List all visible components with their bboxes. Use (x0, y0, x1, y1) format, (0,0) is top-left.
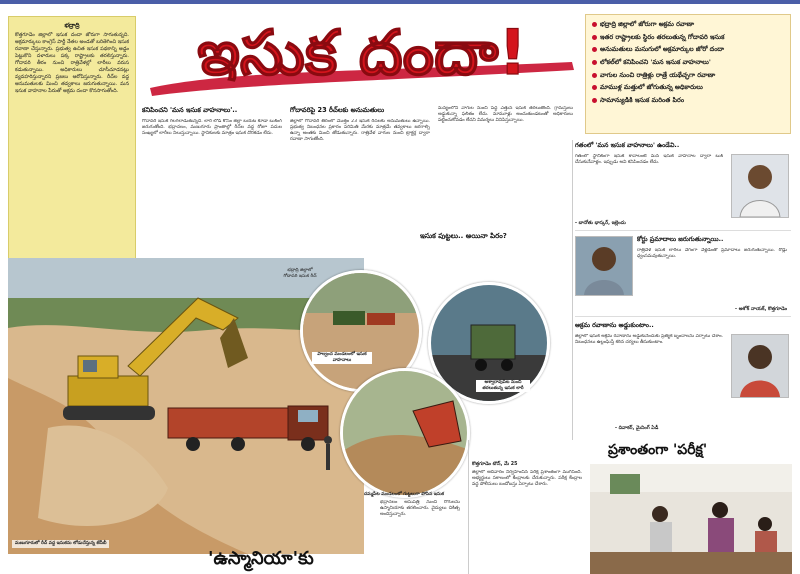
quote2-byline: - అశోక్ నాయక్, కొత్తగూడెం (735, 307, 787, 312)
circle-photo-3-caption: దమ్మపేట మండలంలో గుట్టలుగా పోసిన ఇసుక (364, 492, 444, 497)
bottom-story-heading: 'ఉస్మానియా'కు (208, 548, 314, 569)
reach-callout: భద్రాద్రి జిల్లాలో గోదావరి ఇసుక రీచ్ (283, 268, 317, 279)
quote-box-2 (575, 236, 791, 317)
exam-heading: ప్రశాంతంగా 'పరీక్ష' (608, 442, 708, 458)
pull-quote: ఇసుక పుట్టలు.. అయినా పిరం? (420, 232, 507, 240)
headline-title: ఇసుక దందా! (197, 16, 527, 89)
quote3-body: జిల్లాలో ఇసుక అక్రమ రవాణాను అడ్డుకునేందుకు ప్రత్యేక బృందాలను ఏర్పాటు చేశాం. నిబంధనలు ఉల్లంఘిస్తే కఠిన చర్యలు తీసుకుంటాం. (575, 334, 723, 346)
quote1-portrait (731, 154, 789, 218)
article-col1-body: గోదావరి ఇసుక గలగలాడుతున్నది. లారీ లోడ్ కోసం జిల్లా బయట కూడా బుకింగ్ జరుగుతోంది. భద్రాచలం, మణుగూరు ప్రాంతాల్లో రీచ్‌ల వద్ద రోజూ పదుల సంఖ్యలో లారీలు నిలుస్తున్నాయి. స్థానికులకు మాత్రం ఇసుక దొరకడం లేదు. (142, 119, 282, 137)
bullet-item: ఇతర రాష్ట్రాలకు స్థిరం తరలుతున్న గోదావరి ఇసుక (590, 32, 786, 45)
bullet-item: లోకల్‌లో కనిపించని 'మన ఇసుక వాహనాలు' (590, 57, 786, 70)
article-col2-body: జిల్లాలో గోదావరి తీరంలో మొత్తం 23 ఇసుక రీచ్‌లకు అనుమతులు ఉన్నాయి. ప్రభుత్వ నిబంధనల ప్రకారం పరిమితి మేరకు మాత్రమే తవ్వకాలు జరగాల్సి ఉన్నా అంతకు మించి తోడుతున్నారు. రాత్రివేళ వాగుల నుంచి ట్రాక్టర్ల ద్వారా రవాణా సాగుతోంది. (290, 119, 430, 143)
circle-photo-1-caption: పాల్వంచ మండలంలో ఇసుక వాహనాలు (312, 352, 372, 364)
exam-hall-scene (590, 464, 792, 574)
sidebar-body: కొత్తగూడెం జిల్లాలో ఇసుక దందా జోరుగా సాగుతున్నది. అక్రమార్కులు కాంగ్రెస్ పార్టీ నేతల అండతో బరితెగించి ఇసుక రవాణా చేస్తున్నారు. ప్రభుత్వ ఉచిత ఇసుక పథకాన్ని అడ్డం పెట్టుకొని దళారులు పక్క రాష్ట్రాలకు తరలిస్తున్నారు. గోదావరి తీరం నుంచి రాత్రివేళల్లో లారీలు వరుస కడుతున్నాయి. అధికారులు చూసీచూడనట్లు వ్యవహరిస్తున్నారని ప్రజలు ఆరోపిస్తున్నారు. రీచ్‌ల వద్ద అనుమతులకు మించి తవ్వకాలు జరుగుతున్నాయి. మన ఇసుక వాహనాల పేరుతో అక్రమ దందా కొనసాగుతోంది. (15, 32, 129, 94)
quote-box-3 (575, 322, 791, 438)
dumping-scene (343, 371, 467, 495)
bullet-list (590, 19, 786, 107)
quote1-body: గతంలో స్థానికంగా ఇసుక కావాలంటే మన ఇసుక వాహనాల ద్వారా బుక్ చేసుకునేవాళ్లం. ఇప్పుడు అవి కనిపించడం లేదు. (575, 154, 723, 166)
bullet-box (585, 14, 791, 134)
quote2-body: రాత్రివేళ ఇసుక లారీలు వేగంగా వెళ్లడంతో ప్రమాదాలు జరుగుతున్నాయి. రోడ్లు ధ్వంసమవుతున్నాయి. (637, 248, 787, 260)
exam-body: జిల్లాలో ఆదివారం నిర్వహించిన పరీక్ష ప్రశాంతంగా ముగిసింది. అభ్యర్థులు సకాలంలో కేంద్రాలకు చేరుకున్నారు. పరీక్ష కేంద్రాల వద్ద పోలీసులు బందోబస్తు ఏర్పాటు చేశారు. (472, 470, 582, 488)
exam-dateline: కొత్తగూడెం టౌన్, మే 25 (472, 462, 518, 467)
bullet-item: వాగుల నుంచి రాత్రిళ్లు రాత్రే యథేచ్ఛగా రవాణా (590, 69, 786, 82)
quote3-portrait (731, 334, 789, 398)
headline-art (142, 10, 582, 100)
bullet-item: అనుమతులు మసుగులో అక్రమార్కుల జోరో దందా (590, 44, 786, 57)
quote3-heading: అక్రమ రవాణాను అడ్డుకుంటాం.. (575, 322, 654, 329)
sidebar-kicker: భద్రాద్రి (64, 22, 80, 29)
quote1-heading: గతంలో 'మన ఇసుక వాహనాలు' ఉండేవి.. (575, 142, 680, 149)
exam-photo (590, 464, 792, 574)
article-col1-heading: కనిపించని 'మన ఇసుక వాహనాలు'.. (142, 106, 238, 114)
quote3-byline: - దివాకర్, మైనింగ్ ఏడీ (615, 426, 659, 431)
headline (142, 10, 582, 100)
bullet-item: మాముళ్ల మత్తులో జోగుతున్న అధికారులు (590, 82, 786, 95)
right-column-divider (572, 140, 573, 440)
main-photo-caption: మణుగూరులో రీచ్ వద్ద ఇసుకను లోడుచేస్తున్న జేసీబీ (12, 540, 109, 548)
quote1-byline: - బానోతు భాస్కర్, ఇల్లెందు (575, 221, 626, 226)
quote2-heading: కోర్టు ప్రమాదాలు జరుగుతున్నాయి.. (637, 236, 724, 243)
bullet-item: భద్రాద్రి జిల్లాలో జోరుగా అక్రమ రవాణా (590, 19, 786, 32)
circle-photo-2-caption: అశ్వారావుపేట నుంచి తరలుతున్న ఇసుక లారీ (476, 380, 530, 392)
bottom-divider (468, 440, 469, 574)
article-col-2 (290, 106, 430, 274)
bottom-small-body: భద్రాచలం ఆసుపత్రి నుంచి రోగులను ఉస్మానియాకు తరలించారు. వైద్యులు చికిత్స అందిస్తున్నారు. (380, 500, 460, 518)
person-avatar-icon (732, 155, 788, 217)
top-rule (0, 0, 800, 4)
quote-box-1 (575, 142, 791, 231)
quote2-portrait (575, 236, 633, 296)
person-avatar-icon (576, 237, 632, 295)
article-col2-heading: గోదావరిపై 23 రీచ్‌లకు అనుమతులు (290, 106, 385, 114)
article-col-1 (142, 106, 282, 274)
circle-photo-3 (340, 368, 470, 498)
article-col3-body: మన్యంలోని వాగుల నుంచి పెద్ద ఎత్తున ఇసుక తరలుతోంది. గ్రామస్తులు అడ్డుకున్నా ఫలితం లేదు. మామూళ్లు అందుతుండటంతో అధికారులు పట్టించుకోవడం లేదని విమర్శలు వినిపిస్తున్నాయి. (438, 106, 573, 124)
person-avatar-icon (732, 335, 788, 397)
article-col-3 (438, 106, 573, 226)
bullet-item: సామాన్యుడికి ఇసుక మరింత పిరం (590, 95, 786, 108)
